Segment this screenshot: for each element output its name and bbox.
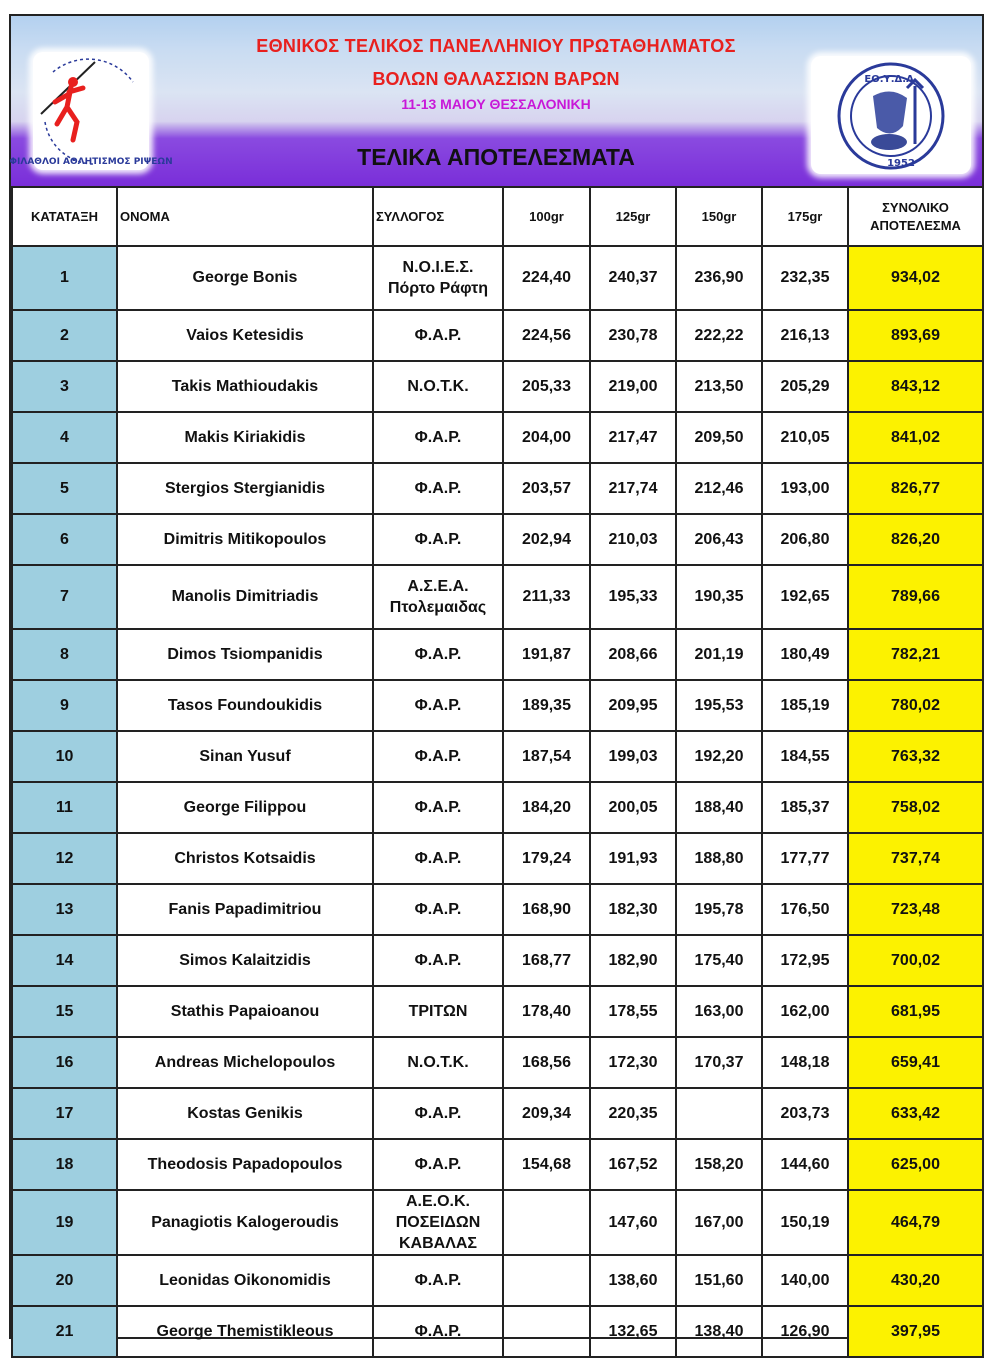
results-sheet bbox=[9, 14, 984, 1339]
score-100gr-cell bbox=[503, 1306, 590, 1357]
club-name-line: Φ.Α.Ρ. bbox=[414, 327, 462, 344]
club-name-line: Φ.Α.Ρ. bbox=[414, 799, 462, 816]
club-name-line: Πόρτο Ράφτη bbox=[387, 280, 489, 297]
score-150gr-cell: 170,37 bbox=[676, 1037, 762, 1088]
col-total-header-line2: ΑΠΟΤΕΛΕΣΜΑ bbox=[870, 217, 961, 233]
club-name-line: Φ.Α.Ρ. bbox=[414, 1156, 462, 1173]
athlete-name-cell: Manolis Dimitriadis bbox=[117, 565, 373, 629]
athlete-name-cell: Stathis Papaioanou bbox=[117, 986, 373, 1037]
club-name-line: Φ.Α.Ρ. bbox=[414, 480, 462, 497]
table-row bbox=[12, 986, 983, 1037]
table-row bbox=[12, 246, 983, 310]
col-total-header bbox=[848, 187, 983, 246]
score-125gr-cell: 209,95 bbox=[590, 680, 676, 731]
total-score-cell: 758,02 bbox=[848, 782, 983, 833]
score-150gr-cell bbox=[676, 1088, 762, 1139]
total-score-cell: 397,95 bbox=[848, 1306, 983, 1357]
club-name-line: Ν.Ο.Ι.Ε.Σ. bbox=[402, 259, 474, 276]
col-150gr-header: 150gr bbox=[676, 187, 762, 246]
score-175gr-cell: 185,19 bbox=[762, 680, 848, 731]
score-100gr-cell: 203,57 bbox=[503, 463, 590, 514]
total-score-cell: 826,77 bbox=[848, 463, 983, 514]
score-150gr-cell: 190,35 bbox=[676, 565, 762, 629]
score-175gr-cell: 176,50 bbox=[762, 884, 848, 935]
athlete-name-cell: Andreas Michelopoulos bbox=[117, 1037, 373, 1088]
svg-text:1952: 1952 bbox=[887, 158, 915, 169]
header-row bbox=[12, 187, 983, 246]
rank-cell: 13 bbox=[12, 884, 117, 935]
club-name-line: Φ.Α.Ρ. bbox=[414, 748, 462, 765]
rank-cell: 16 bbox=[12, 1037, 117, 1088]
club-cell bbox=[373, 246, 503, 310]
score-125gr-cell: 132,65 bbox=[590, 1306, 676, 1357]
score-150gr-cell: 138,40 bbox=[676, 1306, 762, 1357]
club-cell bbox=[373, 986, 503, 1037]
score-150gr-cell: 206,43 bbox=[676, 514, 762, 565]
score-125gr-cell: 147,60 bbox=[590, 1190, 676, 1255]
table-row bbox=[12, 884, 983, 935]
score-100gr-cell: 211,33 bbox=[503, 565, 590, 629]
score-175gr-cell: 162,00 bbox=[762, 986, 848, 1037]
total-score-cell: 633,42 bbox=[848, 1088, 983, 1139]
rank-cell: 6 bbox=[12, 514, 117, 565]
score-100gr-cell: 179,24 bbox=[503, 833, 590, 884]
score-100gr-cell: 224,40 bbox=[503, 246, 590, 310]
score-100gr-cell: 187,54 bbox=[503, 731, 590, 782]
score-100gr-cell bbox=[503, 1255, 590, 1306]
club-name-line: Φ.Α.Ρ. bbox=[414, 952, 462, 969]
athlete-name-cell: Christos Kotsaidis bbox=[117, 833, 373, 884]
table-row bbox=[12, 1088, 983, 1139]
score-100gr-cell: 202,94 bbox=[503, 514, 590, 565]
score-150gr-cell: 151,60 bbox=[676, 1255, 762, 1306]
athlete-name-cell: Dimitris Mitikopoulos bbox=[117, 514, 373, 565]
score-125gr-cell: 217,47 bbox=[590, 412, 676, 463]
total-score-cell: 737,74 bbox=[848, 833, 983, 884]
score-175gr-cell: 177,77 bbox=[762, 833, 848, 884]
svg-text:ΕΟ.Υ.Δ.Α.: ΕΟ.Υ.Δ.Α. bbox=[864, 74, 918, 85]
results-body bbox=[12, 246, 983, 1357]
score-125gr-cell: 182,30 bbox=[590, 884, 676, 935]
score-175gr-cell: 203,73 bbox=[762, 1088, 848, 1139]
score-150gr-cell: 167,00 bbox=[676, 1190, 762, 1255]
score-100gr-cell: 209,34 bbox=[503, 1088, 590, 1139]
score-125gr-cell: 195,33 bbox=[590, 565, 676, 629]
score-175gr-cell: 206,80 bbox=[762, 514, 848, 565]
rank-cell: 1 bbox=[12, 246, 117, 310]
score-150gr-cell: 195,53 bbox=[676, 680, 762, 731]
score-125gr-cell: 217,74 bbox=[590, 463, 676, 514]
club-name-line: ΠΟΣΕΙΔΩΝ bbox=[395, 1214, 481, 1231]
score-175gr-cell: 144,60 bbox=[762, 1139, 848, 1190]
total-score-cell: 789,66 bbox=[848, 565, 983, 629]
club-seal-logo bbox=[811, 56, 971, 174]
score-175gr-cell: 205,29 bbox=[762, 361, 848, 412]
championship-title: ΕΘΝΙΚΟΣ ΤΕΛΙΚΟΣ ΠΑΝΕΛΛΗΝΙΟΥ ΠΡΩΤΑΘΗΛΜΑΤΟΣ bbox=[256, 36, 736, 56]
rank-cell: 21 bbox=[12, 1306, 117, 1357]
table-row bbox=[12, 629, 983, 680]
rank-cell: 8 bbox=[12, 629, 117, 680]
table-row bbox=[12, 1139, 983, 1190]
score-150gr-cell: 209,50 bbox=[676, 412, 762, 463]
athlete-name-cell: Tasos Foundoukidis bbox=[117, 680, 373, 731]
table-row bbox=[12, 310, 983, 361]
score-175gr-cell: 172,95 bbox=[762, 935, 848, 986]
score-175gr-cell: 232,35 bbox=[762, 246, 848, 310]
athlete-name-cell: Takis Mathioudakis bbox=[117, 361, 373, 412]
score-100gr-cell: 189,35 bbox=[503, 680, 590, 731]
score-100gr-cell: 154,68 bbox=[503, 1139, 590, 1190]
club-name-line: Φ.Α.Ρ. bbox=[414, 646, 462, 663]
score-150gr-cell: 213,50 bbox=[676, 361, 762, 412]
score-125gr-cell: 240,37 bbox=[590, 246, 676, 310]
championship-subtitle: ΒΟΛΩΝ ΘΑΛΑΣΣΙΩΝ ΒΑΡΩΝ bbox=[372, 69, 620, 89]
total-score-cell: 625,00 bbox=[848, 1139, 983, 1190]
total-score-cell: 826,20 bbox=[848, 514, 983, 565]
rank-cell: 18 bbox=[12, 1139, 117, 1190]
club-name-line: Φ.Α.Ρ. bbox=[414, 531, 462, 548]
athlete-name-cell: Dimos Tsiompanidis bbox=[117, 629, 373, 680]
score-175gr-cell: 193,00 bbox=[762, 463, 848, 514]
score-175gr-cell: 126,90 bbox=[762, 1306, 848, 1357]
score-150gr-cell: 201,19 bbox=[676, 629, 762, 680]
total-score-cell: 659,41 bbox=[848, 1037, 983, 1088]
rank-cell: 20 bbox=[12, 1255, 117, 1306]
club-cell bbox=[373, 1255, 503, 1306]
table-row bbox=[12, 1255, 983, 1306]
score-125gr-cell: 200,05 bbox=[590, 782, 676, 833]
club-name-line: Φ.Α.Ρ. bbox=[414, 850, 462, 867]
club-name-line: Πτολεμαιδας bbox=[389, 599, 487, 616]
club-cell bbox=[373, 1190, 503, 1255]
club-name-line: Φ.Α.Ρ. bbox=[414, 1105, 462, 1122]
total-score-cell: 681,95 bbox=[848, 986, 983, 1037]
score-125gr-cell: 219,00 bbox=[590, 361, 676, 412]
score-100gr-cell: 204,00 bbox=[503, 412, 590, 463]
score-100gr-cell: 168,90 bbox=[503, 884, 590, 935]
club-cell bbox=[373, 680, 503, 731]
score-150gr-cell: 236,90 bbox=[676, 246, 762, 310]
club-cell bbox=[373, 310, 503, 361]
club-cell bbox=[373, 1088, 503, 1139]
score-100gr-cell: 168,56 bbox=[503, 1037, 590, 1088]
athlete-name-cell: Panagiotis Kalogeroudis bbox=[117, 1190, 373, 1255]
club-cell bbox=[373, 884, 503, 935]
rank-cell: 15 bbox=[12, 986, 117, 1037]
table-row bbox=[12, 514, 983, 565]
score-100gr-cell: 205,33 bbox=[503, 361, 590, 412]
score-175gr-cell: 192,65 bbox=[762, 565, 848, 629]
score-125gr-cell: 182,90 bbox=[590, 935, 676, 986]
score-175gr-cell: 140,00 bbox=[762, 1255, 848, 1306]
athlete-name-cell: George Filippou bbox=[117, 782, 373, 833]
club-name-line: Φ.Α.Ρ. bbox=[414, 1323, 462, 1340]
javelin-thrower-icon bbox=[9, 52, 173, 170]
header-banner bbox=[11, 16, 982, 186]
table-row bbox=[12, 935, 983, 986]
athlete-name-cell: Leonidas Oikonomidis bbox=[117, 1255, 373, 1306]
club-name-line: Φ.Α.Ρ. bbox=[414, 901, 462, 918]
total-score-cell: 843,12 bbox=[848, 361, 983, 412]
athlete-name-cell: Vaios Ketesidis bbox=[117, 310, 373, 361]
club-cell bbox=[373, 565, 503, 629]
club-name-line: Φ.Α.Ρ. bbox=[414, 1272, 462, 1289]
athlete-name-cell: George Bonis bbox=[117, 246, 373, 310]
rank-cell: 17 bbox=[12, 1088, 117, 1139]
table-row bbox=[12, 412, 983, 463]
score-125gr-cell: 172,30 bbox=[590, 1037, 676, 1088]
total-score-cell: 763,32 bbox=[848, 731, 983, 782]
score-100gr-cell: 168,77 bbox=[503, 935, 590, 986]
col-name-header: ΟΝΟΜΑ bbox=[117, 187, 373, 246]
page-title: ΤΕΛΙΚΑ ΑΠΟΤΕΛΕΣΜΑΤΑ bbox=[357, 144, 635, 170]
total-score-cell: 430,20 bbox=[848, 1255, 983, 1306]
rank-cell: 10 bbox=[12, 731, 117, 782]
col-100gr-header: 100gr bbox=[503, 187, 590, 246]
col-total-header-line1: ΣΥΝΟΛΙΚΟ bbox=[882, 199, 949, 215]
club-cell bbox=[373, 361, 503, 412]
federation-logo bbox=[9, 52, 173, 170]
rank-cell: 14 bbox=[12, 935, 117, 986]
score-125gr-cell: 178,55 bbox=[590, 986, 676, 1037]
rank-cell: 5 bbox=[12, 463, 117, 514]
rank-cell: 11 bbox=[12, 782, 117, 833]
score-100gr-cell: 191,87 bbox=[503, 629, 590, 680]
total-score-cell: 723,48 bbox=[848, 884, 983, 935]
score-150gr-cell: 175,40 bbox=[676, 935, 762, 986]
score-175gr-cell: 150,19 bbox=[762, 1190, 848, 1255]
neptune-seal-icon bbox=[811, 56, 971, 174]
club-cell bbox=[373, 1306, 503, 1357]
club-cell bbox=[373, 514, 503, 565]
rank-cell: 7 bbox=[12, 565, 117, 629]
col-175gr-header: 175gr bbox=[762, 187, 848, 246]
club-name-line: Ν.Ο.Τ.Κ. bbox=[407, 1054, 469, 1071]
table-row bbox=[12, 463, 983, 514]
score-125gr-cell: 220,35 bbox=[590, 1088, 676, 1139]
total-score-cell: 934,02 bbox=[848, 246, 983, 310]
score-175gr-cell: 216,13 bbox=[762, 310, 848, 361]
col-125gr-header: 125gr bbox=[590, 187, 676, 246]
club-cell bbox=[373, 833, 503, 884]
club-cell bbox=[373, 782, 503, 833]
athlete-name-cell: Stergios Stergianidis bbox=[117, 463, 373, 514]
athlete-name-cell: Kostas Genikis bbox=[117, 1088, 373, 1139]
score-125gr-cell: 191,93 bbox=[590, 833, 676, 884]
svg-text:ΦΙΛΑΘΛΟΙ ΑΘΛΗΤΙΣΜΟΣ ΡΙΨΕΩΝ: ΦΙΛΑΘΛΟΙ ΑΘΛΗΤΙΣΜΟΣ ΡΙΨΕΩΝ bbox=[9, 157, 173, 167]
rank-cell: 4 bbox=[12, 412, 117, 463]
table-row bbox=[12, 1306, 983, 1357]
table-row bbox=[12, 565, 983, 629]
score-150gr-cell: 188,80 bbox=[676, 833, 762, 884]
col-club-header: ΣΥΛΛΟΓΟΣ bbox=[373, 187, 503, 246]
table-row bbox=[12, 833, 983, 884]
athlete-name-cell: Simos Kalaitzidis bbox=[117, 935, 373, 986]
rank-cell: 9 bbox=[12, 680, 117, 731]
score-175gr-cell: 148,18 bbox=[762, 1037, 848, 1088]
club-cell bbox=[373, 1037, 503, 1088]
score-150gr-cell: 222,22 bbox=[676, 310, 762, 361]
score-175gr-cell: 210,05 bbox=[762, 412, 848, 463]
results-table bbox=[11, 186, 984, 1358]
score-175gr-cell: 180,49 bbox=[762, 629, 848, 680]
athlete-name-cell: Fanis Papadimitriou bbox=[117, 884, 373, 935]
club-cell bbox=[373, 935, 503, 986]
total-score-cell: 464,79 bbox=[848, 1190, 983, 1255]
total-score-cell: 780,02 bbox=[848, 680, 983, 731]
score-150gr-cell: 163,00 bbox=[676, 986, 762, 1037]
score-150gr-cell: 192,20 bbox=[676, 731, 762, 782]
col-rank-header: ΚΑΤΑΤΑΞΗ bbox=[12, 187, 117, 246]
club-name-line: ΤΡΙΤΩΝ bbox=[408, 1003, 468, 1020]
total-score-cell: 893,69 bbox=[848, 310, 983, 361]
table-row bbox=[12, 1190, 983, 1255]
score-150gr-cell: 188,40 bbox=[676, 782, 762, 833]
table-row bbox=[12, 680, 983, 731]
club-name-line: ΚΑΒΑΛΑΣ bbox=[398, 1235, 478, 1252]
score-125gr-cell: 167,52 bbox=[590, 1139, 676, 1190]
total-score-cell: 700,02 bbox=[848, 935, 983, 986]
club-cell bbox=[373, 731, 503, 782]
score-125gr-cell: 199,03 bbox=[590, 731, 676, 782]
rank-cell: 2 bbox=[12, 310, 117, 361]
club-name-line: Ν.Ο.Τ.Κ. bbox=[407, 378, 469, 395]
club-cell bbox=[373, 629, 503, 680]
score-150gr-cell: 195,78 bbox=[676, 884, 762, 935]
rank-cell: 3 bbox=[12, 361, 117, 412]
score-100gr-cell bbox=[503, 1190, 590, 1255]
club-name-line: Φ.Α.Ρ. bbox=[414, 697, 462, 714]
athlete-name-cell: George Themistikleous bbox=[117, 1306, 373, 1357]
score-150gr-cell: 158,20 bbox=[676, 1139, 762, 1190]
score-175gr-cell: 184,55 bbox=[762, 731, 848, 782]
score-150gr-cell: 212,46 bbox=[676, 463, 762, 514]
table-row bbox=[12, 1037, 983, 1088]
score-125gr-cell: 210,03 bbox=[590, 514, 676, 565]
athlete-name-cell: Theodosis Papadopoulos bbox=[117, 1139, 373, 1190]
score-125gr-cell: 230,78 bbox=[590, 310, 676, 361]
rank-cell: 12 bbox=[12, 833, 117, 884]
club-name-line: Α.Σ.Ε.Α. bbox=[407, 578, 469, 595]
event-date: 11-13 ΜΑΙΟΥ ΘΕΣΣΑΛΟΝΙΚΗ bbox=[401, 96, 591, 112]
score-100gr-cell: 224,56 bbox=[503, 310, 590, 361]
rank-cell: 19 bbox=[12, 1190, 117, 1255]
table-row bbox=[12, 782, 983, 833]
club-cell bbox=[373, 1139, 503, 1190]
club-cell bbox=[373, 463, 503, 514]
club-name-line: Α.Ε.Ο.Κ. bbox=[405, 1193, 470, 1210]
score-100gr-cell: 178,40 bbox=[503, 986, 590, 1037]
athlete-name-cell: Makis Kiriakidis bbox=[117, 412, 373, 463]
club-cell bbox=[373, 412, 503, 463]
club-name-line: Φ.Α.Ρ. bbox=[414, 429, 462, 446]
total-score-cell: 841,02 bbox=[848, 412, 983, 463]
table-row bbox=[12, 731, 983, 782]
score-125gr-cell: 138,60 bbox=[590, 1255, 676, 1306]
table-row bbox=[12, 361, 983, 412]
score-125gr-cell: 208,66 bbox=[590, 629, 676, 680]
score-100gr-cell: 184,20 bbox=[503, 782, 590, 833]
score-175gr-cell: 185,37 bbox=[762, 782, 848, 833]
total-score-cell: 782,21 bbox=[848, 629, 983, 680]
athlete-name-cell: Sinan Yusuf bbox=[117, 731, 373, 782]
